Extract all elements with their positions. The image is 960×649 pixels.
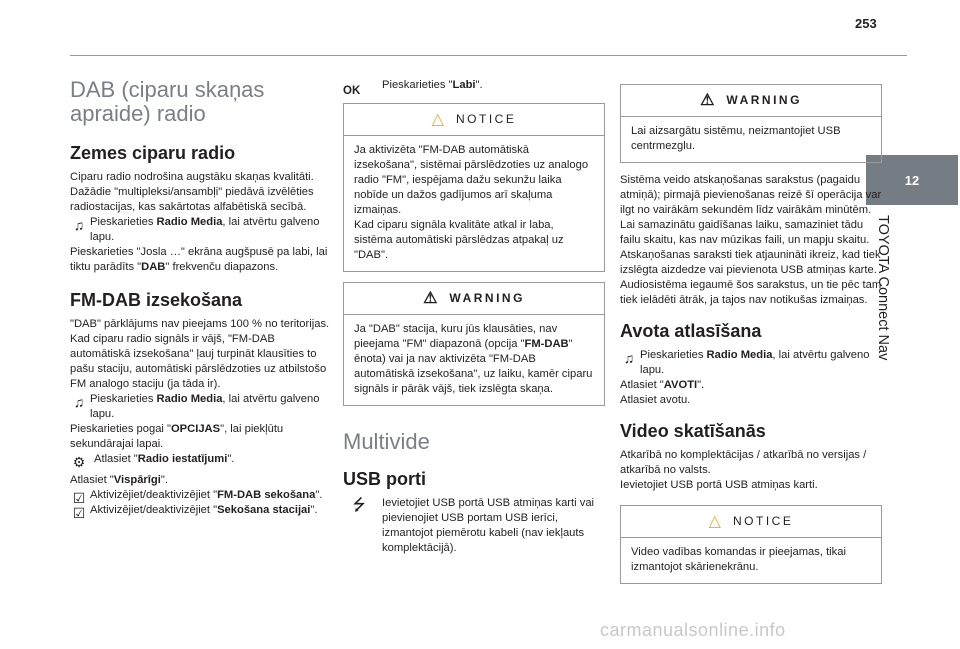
section-title-dab: DAB (ciparu skaņas apraide) radio	[70, 77, 265, 126]
warning-triangle-icon: △	[431, 111, 444, 128]
column-1	[70, 77, 332, 521]
heading-source: Avota atlasīšana	[620, 321, 762, 341]
paragraph: Sistēma veido atskaņošanas sarakstus (pagaidu atmiņā); pirmajā pievienošanas reizē šī operācija var ilgt no vairākām sekundēm līdz vairākām minūtēm.	[620, 174, 882, 216]
paragraph: Atlasiet "AVOTI".	[620, 379, 705, 391]
paragraph: Dažādie "multipleksi/ansambļi" piedāvā izvēlēties radiostacijas, kas sakārtotas alfabētiskā secībā.	[70, 186, 314, 213]
paragraph: Lai samazinātu gaidīšanas laiku, samaziniet tādu failu skaitu, kas nav mūzikas faili, un mapju skaitu.	[620, 219, 870, 246]
chapter-title-text: TOYOTA Connect Nav	[875, 215, 891, 361]
heading-usb: USB porti	[343, 469, 426, 489]
step-station-follow: ☑ Aktivizējiet/deaktivizējiet "Sekošana stacijai".	[70, 503, 332, 518]
notice-header: △ NOTICE	[621, 506, 881, 538]
step-radio-media: ♫ Pieskarieties Radio Media, lai atvērtu galveno lapu.	[70, 215, 332, 245]
notice-body: Video vadības komandas ir pieejamas, tikai izmantojot skārienekrānu.	[631, 546, 846, 573]
paragraph: Pieskarieties pogai "OPCIJAS", lai piekļūtu sekundārajai lapai.	[70, 423, 284, 450]
paragraph: Kad ciparu radio signāls ir vājš, "FM-DAB automātiskā izsekošana" ļauj turpināt klausīties to pašu staciju, automātiski pārslēdzoties uz atbilstošo FM analogo staciju (ja tāda ir).	[70, 333, 327, 390]
paragraph: Atlasiet "Vispārīgi".	[70, 474, 168, 486]
column-3	[620, 78, 882, 594]
column-2	[343, 78, 605, 556]
paragraph: Atkarībā no komplektācijas / atkarībā no versijas / atkarībā no valsts.	[620, 449, 867, 476]
paragraph: Ciparu radio nodrošina augstāku skaņas kvalitāti.	[70, 171, 314, 183]
header-rule	[70, 55, 907, 56]
notice-header: △ NOTICE	[344, 104, 604, 136]
paragraph: Atskaņošanas saraksti tiek atjaunināti ikreiz, kad tiek izslēgta aizdedze vai pievienota USB atmiņas karte. Audiosistēma iegaumē šos sarakstus, un tie pēc tam tiek ielādēti ātrāk, ja tajos nav notikušas izmaiņas.	[620, 249, 882, 306]
paragraph: Pieskarieties "Josla …" ekrāna augšpusē pa labi, lai tiktu parādīts "DAB" frekvenču diapazons.	[70, 246, 328, 273]
watermark[interactable]: carmanualsonline.info	[600, 620, 786, 640]
paragraph: "DAB" pārklājums nav pieejams 100 % no teritorijas.	[70, 318, 330, 330]
warning-box-usb	[620, 84, 882, 163]
page-number: 253	[855, 16, 877, 31]
paragraph: Atlasiet avotu.	[620, 394, 691, 406]
usb-icon: ⭍	[352, 497, 366, 514]
chapter-tab[interactable]: 12	[866, 155, 958, 205]
warning-triangle-icon: ⚠	[700, 92, 715, 109]
music-note-icon: ♫	[73, 394, 85, 410]
paragraph: Ievietojiet USB portā USB atmiņas karti.	[620, 479, 818, 491]
warning-triangle-icon: △	[708, 513, 721, 530]
step-fm-dab-toggle: ☑ Aktivizējiet/deaktivizējiet "FM-DAB sekošana".	[70, 488, 332, 503]
step-ok: OK Pieskarieties "Labi".	[343, 79, 483, 97]
warning-triangle-icon: ⚠	[423, 290, 438, 307]
settings-icon: ⚙	[72, 454, 86, 470]
checkbox-icon: ☑	[72, 490, 86, 506]
music-note-icon: ♫	[73, 217, 85, 233]
heading-video: Video skatīšanās	[620, 421, 766, 441]
checkbox-icon: ☑	[72, 505, 86, 521]
heading-fm-dab: FM-DAB izsekošana	[70, 290, 243, 310]
warning-body: Lai aizsargātu sistēmu, neizmantojiet USB centrmezglu.	[631, 125, 841, 152]
warning-header: ⚠ WARNING	[621, 85, 881, 117]
step-usb: ⭍ Ievietojiet USB portā USB atmiņas karti vai pievienojiet USB portam USB ierīci, izmantojot piemērotu kabeli (nav iekļauts komplektācijā).	[343, 496, 605, 556]
notice-box-video	[620, 505, 882, 584]
step-radio-media-2: ♫ Pieskarieties Radio Media, lai atvērtu galveno lapu.	[70, 392, 332, 422]
ok-icon: OK	[343, 85, 361, 97]
section-title-multivide: Multivide	[343, 429, 430, 454]
warning-header: ⚠ WARNING	[344, 283, 604, 315]
notice-box	[343, 103, 605, 272]
music-note-icon: ♫	[623, 350, 635, 366]
step-radio-settings: ⚙ Atlasiet "Radio iestatījumi".	[70, 452, 332, 467]
heading-terrestrial: Zemes ciparu radio	[70, 143, 236, 163]
warning-body: Ja "DAB" stacija, kuru jūs klausāties, nav pieejama "FM" diapazonā (opcija "FM-DAB" ēnota) vai ja nav aktivizēta "FM-DAB automātiskā izsekošana", uz laiku, kamēr ciparu signāls ir pārāk vājš, tiek izslēgta skaņa.	[354, 323, 593, 395]
warning-box	[343, 282, 605, 406]
notice-body: Ja aktivizēta "FM-DAB automātiskā izsekošana", sistēmai pārslēdzoties uz analogo radio "FM", iespējama dažu sekunžu laika nobīde un dažos gadījumos arī skaļuma izmaiņas. Kad ciparu signāla kvalitāte atkal ir laba, sistēma automātiski pārslēdzas atpakaļ uz "DAB".	[354, 144, 589, 261]
step-radio-media-3: ♫ Pieskarieties Radio Media, lai atvērtu galveno lapu.	[620, 348, 882, 378]
